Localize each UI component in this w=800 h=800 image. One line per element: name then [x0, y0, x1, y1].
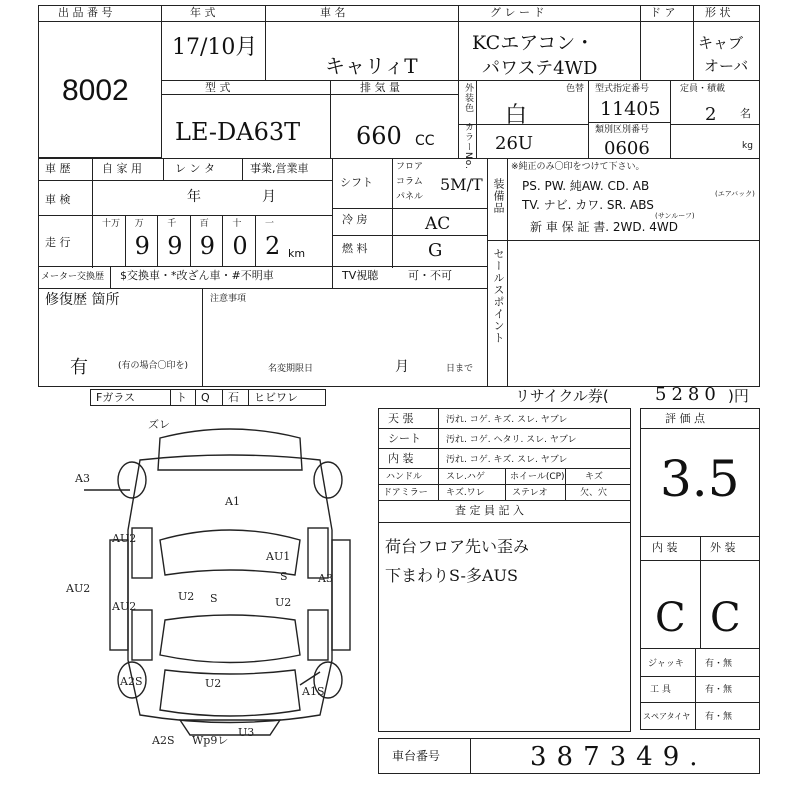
score-label: 評 価 点	[665, 412, 705, 425]
sunroof-note: (サンルーフ)	[655, 212, 695, 220]
diagram-mark-11: U2	[275, 596, 292, 609]
mirror-label: ドアミラー	[383, 488, 428, 498]
score-interior-value: C	[655, 595, 686, 641]
grade-label: グ レ ー ド	[490, 6, 545, 19]
seat-options: 汚れ. コゲ. ヘタリ. スレ. ヤブレ	[446, 435, 577, 445]
year-value: 17/10月	[172, 35, 258, 60]
diagram-mark-3: AU2	[112, 532, 137, 545]
diagram-mark-5: AU1	[266, 550, 291, 563]
seat-label: シート	[388, 432, 421, 445]
mileage-unit-label: 百	[199, 219, 209, 229]
equipment-row-2: TV. ナビ. カワ. SR. ABS	[522, 198, 654, 212]
diagram-mark-16: Wp9レ	[192, 734, 229, 747]
notes-label: 注意事項	[210, 294, 247, 304]
grade-value-2: パワステ4WD	[482, 58, 598, 79]
history-option-business: 事業,営業車	[250, 162, 309, 175]
sales-point-label: セールスポイント	[492, 248, 505, 344]
score-exterior-label: 外 装	[710, 541, 736, 554]
glass-cell-0: Fガラス	[96, 391, 135, 404]
shift-label: シフト	[340, 176, 373, 189]
stereo-label: ステレオ	[512, 488, 548, 498]
mileage-label: 走 行	[45, 236, 71, 249]
mileage-unit-label: 一	[265, 219, 275, 229]
tv-value: 可・不可	[408, 269, 452, 282]
shift-option-panel: パネル	[396, 192, 424, 202]
equipment-row-3: 新 車 保 証 書. 2WD. 4WD	[530, 220, 678, 234]
door-label: ド ア	[650, 6, 676, 19]
mileage-digit: 9	[199, 232, 216, 260]
capacity-unit: 名	[740, 107, 751, 120]
diagram-mark-15: A2S	[152, 734, 175, 747]
diagram-mark-10: AU2	[112, 600, 137, 613]
capacity-value: 2	[705, 104, 717, 125]
exterior-color-label: 外装色	[463, 83, 473, 113]
recycle-label: リサイクル券(	[515, 387, 609, 405]
diagram-mark-8: U2	[178, 590, 195, 603]
interior-options: 汚れ. コゲ. キズ. スレ. ヤブレ	[446, 455, 568, 465]
inspection-label: 車 検	[45, 193, 71, 206]
inspector-note-1: 荷台フロア先い歪み	[385, 537, 530, 556]
recycle-value: 5280	[655, 384, 721, 405]
repair-label: 修復歴 箇所	[45, 292, 120, 308]
history-option-rental: レ ン タ	[175, 162, 215, 175]
interior-label: 内 装	[388, 452, 414, 465]
score-value: 3.5	[660, 450, 740, 508]
model-type-value: LE-DA63T	[175, 118, 301, 146]
diagram-mark-9: S	[210, 592, 218, 605]
model-name-label: 車 名	[320, 6, 346, 19]
history-option-private: 自 家 用	[102, 162, 142, 175]
equipment-row-1: PS. PW. 純AW. CD. AB	[522, 179, 650, 193]
name-change-day: 日まで	[446, 364, 474, 374]
mileage-digit: 9	[134, 232, 150, 260]
glass-cell-3: 石	[228, 391, 239, 404]
diagram-mark-0: ズレ	[148, 418, 170, 431]
shift-value: 5M/T	[440, 175, 483, 194]
spare-tire-label: スペアタイヤ	[643, 712, 691, 721]
color-change-label: 色替	[566, 84, 585, 94]
inspector-label: 査 定 員 記 入	[455, 504, 524, 517]
car-diagram	[66, 410, 380, 750]
mileage-unit-label: 千	[167, 219, 177, 229]
diagram-mark-7: A3	[318, 572, 333, 585]
mirror-options: キズ.ワレ	[446, 488, 485, 498]
lot-number-value: 8002	[62, 74, 129, 107]
year-label: 年 式	[190, 6, 216, 19]
mileage-digit: 9	[167, 232, 183, 260]
car-name-value: キャリィT	[325, 54, 418, 78]
inspector-note-2: 下まわりS-多AUS	[385, 566, 518, 585]
diagram-mark-4: AU2	[66, 582, 91, 595]
glass-cell-4: ヒビワレ	[254, 391, 298, 404]
load-unit: kg	[742, 141, 753, 151]
tool-label: 工 具	[650, 685, 671, 695]
wheel-options: キズ	[585, 472, 603, 482]
class-number-label: 類別区別番号	[595, 125, 650, 135]
exterior-color-value: 白	[505, 103, 528, 128]
wheel-label: ホイール(CP)	[510, 472, 565, 482]
mileage-digit: 0	[232, 232, 248, 260]
handle-options: スレ.ハゲ	[446, 472, 485, 482]
color-number-label: カラーNo.	[463, 122, 473, 170]
mileage-unit-label: 十万	[102, 219, 121, 229]
chassis-value: 387349.	[530, 742, 708, 772]
handle-label: ハンドル	[386, 472, 423, 482]
diagram-mark-12: A2S	[120, 675, 143, 688]
grade-value-1: KCエアコン・	[472, 32, 595, 54]
jack-value: 有・無	[705, 659, 733, 669]
history-label: 車 歴	[45, 162, 71, 175]
meter-exchange-label: メーター交換歴	[41, 272, 105, 282]
diagram-mark-13: U2	[205, 677, 222, 690]
displacement-value: 660	[356, 122, 402, 150]
score-interior-label: 内 装	[652, 541, 678, 554]
score-exterior-value: C	[710, 595, 741, 641]
diagram-mark-1: A1	[225, 495, 240, 508]
class-number-value: 0606	[604, 138, 650, 159]
fuel-value: G	[428, 240, 443, 261]
ac-label: 冷 房	[342, 213, 368, 226]
repair-value: 有	[70, 357, 88, 378]
lot-number-label: 出 品 番 号	[58, 6, 113, 19]
displacement-unit: CC	[415, 133, 435, 149]
inspection-year-unit: 年	[187, 189, 201, 205]
mileage-digit: 2	[265, 232, 281, 260]
stereo-options: 欠、穴	[580, 488, 608, 498]
diagram-mark-2: A3	[75, 472, 90, 485]
glass-cell-2: Q	[201, 391, 210, 404]
color-number-value: 26U	[495, 133, 534, 154]
type-designation-value: 11405	[600, 98, 661, 120]
equipment-note: ※純正のみ〇印をつけて下さい。	[511, 162, 645, 172]
meter-exchange-options: $交換車・*改ざん車・#不明車	[120, 269, 274, 282]
shape-label: 形 状	[705, 6, 731, 19]
shape-value-1: キャブ	[698, 34, 744, 52]
fuel-label: 燃 料	[342, 242, 368, 255]
ceiling-label: 天 張	[388, 412, 414, 425]
diagram-mark-6: S	[280, 570, 288, 583]
tool-value: 有・無	[705, 685, 733, 695]
spare-tire-value: 有・無	[705, 712, 733, 722]
tv-label: TV視聴	[342, 269, 379, 282]
name-change-month: 月	[395, 359, 409, 375]
diagram-mark-17: U3	[238, 726, 255, 739]
shift-option-floor: フロア	[396, 162, 424, 172]
inspection-month-unit: 月	[262, 189, 276, 205]
equipment-label: 装備品	[492, 178, 505, 214]
ac-value: AC	[425, 214, 451, 234]
mileage-unit: km	[288, 247, 306, 260]
capacity-label: 定員・積載	[680, 84, 726, 94]
mileage-unit-label: 万	[134, 219, 144, 229]
name-change-label: 名変期限日	[268, 364, 314, 374]
airbag-note: (エアバック)	[715, 190, 755, 198]
type-designation-label: 型式指定番号	[595, 84, 650, 94]
jack-label: ジャッキ	[648, 659, 684, 669]
displacement-label: 排 気 量	[360, 81, 400, 94]
shape-value-2: オーバ	[704, 57, 749, 75]
ceiling-options: 汚れ. コゲ. キズ. スレ. ヤブレ	[446, 415, 568, 425]
repair-note: (有の場合〇印を)	[118, 361, 189, 371]
mileage-unit-label: 十	[232, 219, 242, 229]
shift-option-column: コラム	[396, 177, 423, 187]
diagram-mark-14: A1S	[302, 685, 325, 698]
model-type-label: 型 式	[205, 81, 231, 94]
chassis-label: 車台番号	[392, 749, 441, 763]
glass-cell-1: ト	[176, 391, 187, 404]
recycle-unit: )円	[728, 387, 749, 405]
